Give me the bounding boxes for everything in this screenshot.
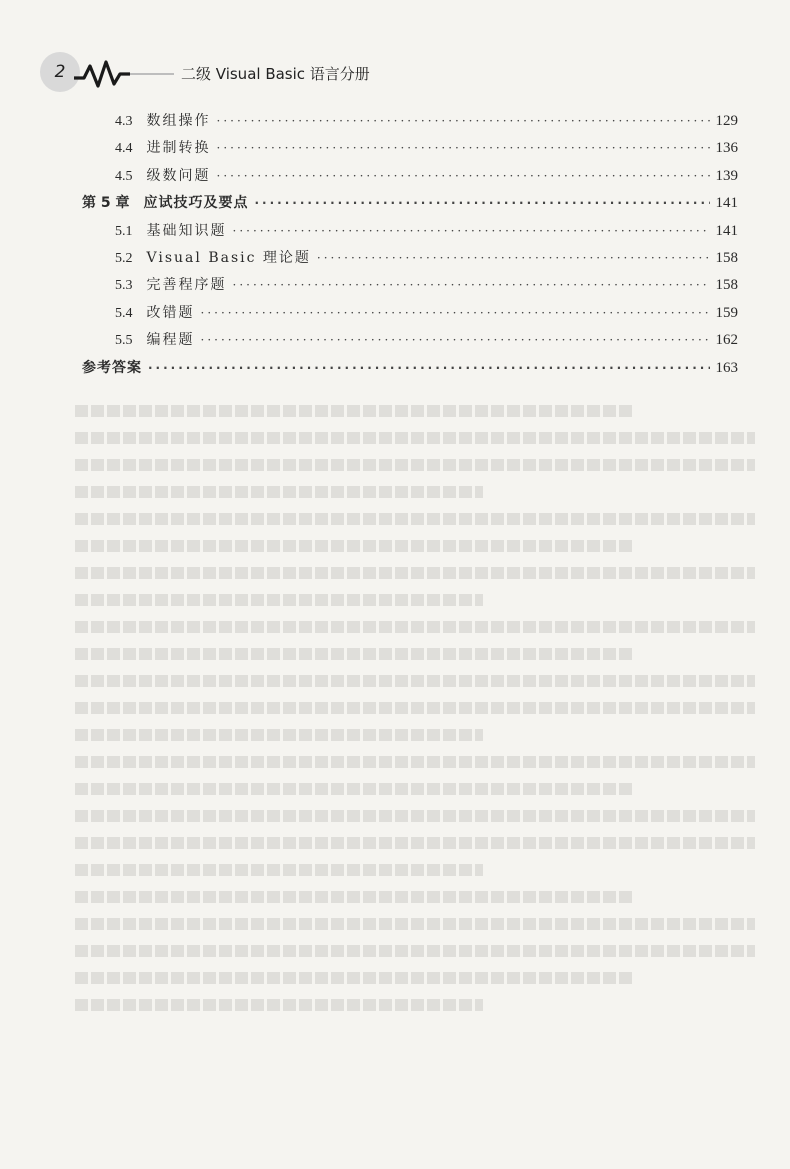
dot-leader xyxy=(201,300,710,327)
dot-leader xyxy=(148,355,710,382)
toc-entry[interactable] xyxy=(82,327,738,354)
dot-leader xyxy=(217,108,710,135)
dot-leader xyxy=(201,327,710,354)
toc-entry-page: 139 xyxy=(715,167,738,184)
toc-entry-title: 改错题 xyxy=(146,304,195,321)
toc-entry-page: 159 xyxy=(715,304,738,321)
toc-entry-number: 4.4 xyxy=(115,141,133,157)
toc-entry-title: 编程题 xyxy=(146,332,195,349)
toc-chapter-page: 141 xyxy=(715,195,738,212)
toc-entry-page: 129 xyxy=(715,113,738,129)
toc-entry-number: 4.3 xyxy=(115,114,133,129)
toc-entry-page: 141 xyxy=(715,222,738,239)
toc-chapter-page: 163 xyxy=(715,359,738,376)
toc-entry-number: 4.5 xyxy=(115,168,133,184)
page-number-badge: 2 xyxy=(40,52,80,92)
toc-chapter-entry[interactable] xyxy=(82,355,738,382)
toc-entry[interactable] xyxy=(82,245,738,272)
dot-leader xyxy=(255,190,710,217)
toc-entry-title: 数组操作 xyxy=(146,113,211,129)
toc-entry-number: 5.3 xyxy=(115,278,133,294)
toc-entry-page: 158 xyxy=(715,249,738,266)
toc-entry-title: 完善程序题 xyxy=(146,277,227,294)
toc-entry[interactable] xyxy=(82,272,738,299)
toc-entry-number: 5.5 xyxy=(115,333,133,349)
dot-leader xyxy=(217,163,710,190)
toc-chapter-title: 参考答案 xyxy=(82,359,142,376)
dot-leader xyxy=(217,135,710,162)
toc-entry-title: 级数问题 xyxy=(146,167,211,184)
toc-entry[interactable] xyxy=(82,300,738,327)
toc-entry-number: 5.1 xyxy=(115,223,133,239)
toc-entry[interactable] xyxy=(82,218,738,245)
toc-entry-page: 158 xyxy=(715,277,738,294)
dot-leader xyxy=(317,245,710,272)
dot-leader xyxy=(233,218,710,245)
toc-entry[interactable] xyxy=(82,135,738,162)
toc-chapter-title: 应试技巧及要点 xyxy=(143,195,249,212)
toc-entry-title: 基础知识题 xyxy=(146,222,227,239)
toc-entry-title: 进制转换 xyxy=(146,140,211,157)
toc-entry-number: 5.2 xyxy=(115,250,133,266)
toc-chapter-entry[interactable] xyxy=(82,190,738,217)
toc-chapter-number: 第 5 章 xyxy=(82,195,130,212)
toc-entry[interactable] xyxy=(82,108,738,135)
bleed-through-texture xyxy=(75,390,755,1110)
header-title: 二级 Visual Basic 语言分册 xyxy=(181,65,370,83)
dot-leader xyxy=(233,272,710,299)
page-header xyxy=(40,52,740,92)
table-of-contents xyxy=(82,108,738,382)
toc-entry-page: 162 xyxy=(715,332,738,349)
toc-entry-number: 5.4 xyxy=(115,305,133,321)
toc-entry-page: 136 xyxy=(715,140,738,157)
toc-entry-title: Visual Basic 理论题 xyxy=(146,249,311,266)
toc-entry[interactable] xyxy=(82,163,738,190)
